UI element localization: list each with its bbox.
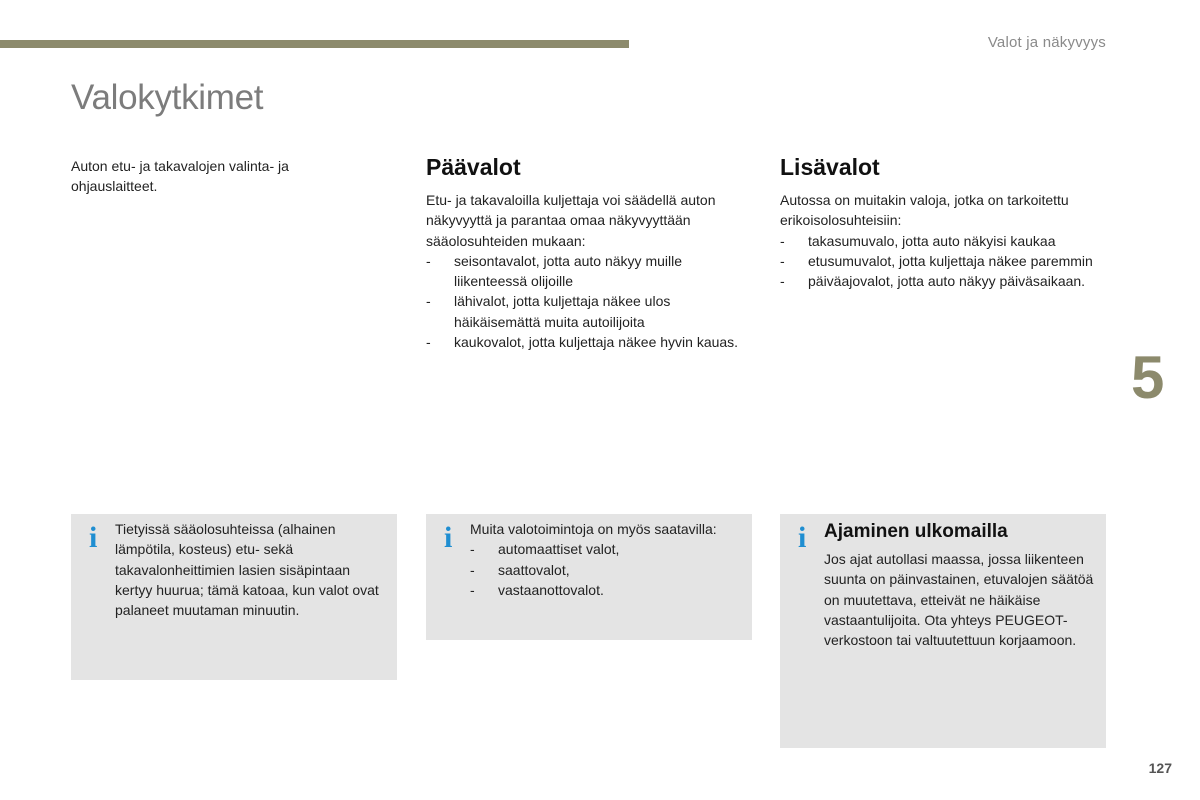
paavalot-column [426, 150, 756, 352]
info-box-light-functions [426, 514, 752, 640]
list-item: - lähivalot, jotta kuljettaja näkee ulos häikäisemättä muita autoilijoita [426, 291, 756, 332]
list-item: - päiväajovalot, jotta auto näkyy päiväsaikaan. [780, 271, 1110, 291]
list-item: - kaukovalot, jotta kuljettaja näkee hyvin kauas. [426, 332, 756, 352]
info-box-text: Tietyissä sääolosuhteissa (alhainen lämpötila, kosteus) etu- sekä takavalonheittimien lasien sisäpintaan kertyy huurua; tämä katoaa, kun valot ovat palaneet muutaman minuutin. [115, 521, 379, 619]
info-icon: i [798, 521, 807, 554]
light-functions-list [470, 539, 746, 600]
list-item: - vastaanottovalot. [470, 580, 746, 600]
list-item: - etusumuvalot, jotta kuljettaja näkee paremmin [780, 251, 1110, 271]
intro-column [71, 156, 361, 197]
list-item: - automaattiset valot, [470, 539, 746, 559]
info-icon: i [89, 521, 98, 554]
list-item: - saattovalot, [470, 560, 746, 580]
section-title: Valot ja näkyvyys [987, 34, 1106, 51]
lisavalot-column [780, 150, 1110, 291]
list-item: - takasumuvalo, jotta auto näkyisi kaukaa [780, 231, 1110, 251]
page-title: Valokytkimet [71, 78, 264, 117]
info-box-body [115, 519, 391, 620]
info-box-text: Muita valotoimintoja on myös saatavilla: [470, 521, 717, 537]
lisavalot-heading: Lisävalot [780, 154, 880, 180]
info-box-heading: Ajaminen ulkomailla [824, 521, 1008, 542]
chapter-number: 5 [1131, 344, 1165, 411]
info-icon: i [444, 521, 453, 554]
intro-text: Auton etu- ja takavalojen valinta- ja ohjauslaitteet. [71, 158, 289, 195]
paavalot-heading: Päävalot [426, 154, 521, 180]
lisavalot-list [780, 231, 1110, 292]
info-box-body [470, 519, 746, 600]
info-box-text: Jos ajat autollasi maassa, jossa liikenteen suunta on päinvastainen, etuvalojen säätöä on muutettava, etteivät ne häikäise vastaantulijoita. Ota yhteys PEUGEOT-verkostoon tai valtuutettuun korjaamoon. [824, 551, 1094, 649]
paavalot-body: Etu- ja takavaloilla kuljettaja voi säädellä auton näkyvyyttä ja parantaa omaa näkyvyyttään sääolosuhteiden mukaan: [426, 192, 716, 249]
info-box-body [824, 519, 1100, 650]
list-item: - seisontavalot, jotta auto näkyy muille liikenteessä olijoille [426, 251, 756, 292]
paavalot-list [426, 251, 756, 352]
lisavalot-body: Autossa on muitakin valoja, jotka on tarkoitettu erikoisolosuhteisiin: [780, 192, 1069, 229]
info-box-driving-abroad [780, 514, 1106, 748]
info-box-condensation [71, 514, 397, 680]
page-number: 127 [1148, 760, 1172, 776]
header-accent-bar [0, 40, 629, 48]
